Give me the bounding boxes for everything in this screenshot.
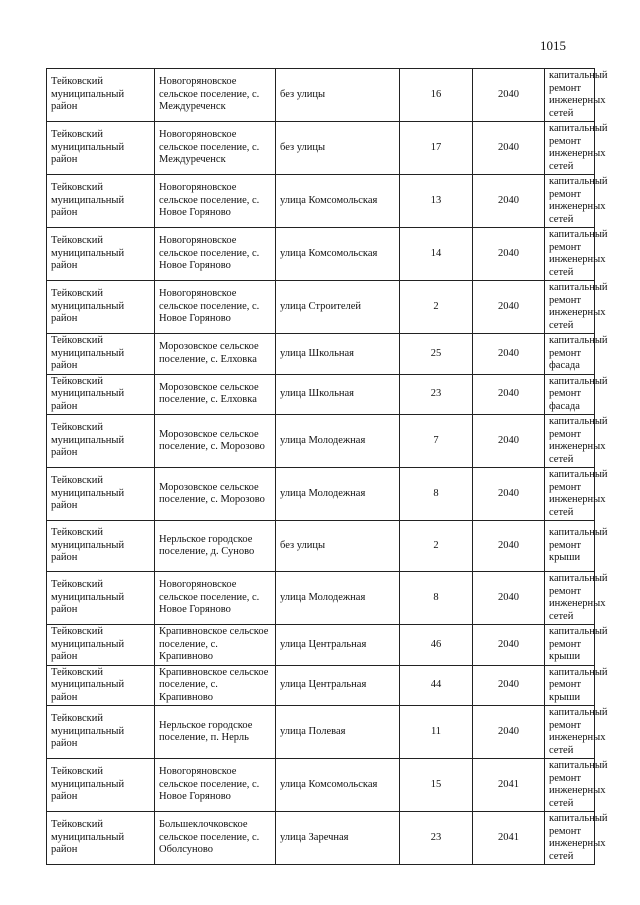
district-cell: Тейковский муниципальный район bbox=[47, 374, 155, 415]
work-type-cell: капитальный ремонт крыши bbox=[545, 521, 595, 572]
street-cell: улица Школьная bbox=[276, 374, 400, 415]
settlement-cell: Крапивновское сельское поселение, с. Крапивново bbox=[155, 665, 276, 706]
settlement-cell: Крапивновское сельское поселение, с. Крапивново bbox=[155, 625, 276, 666]
table-row bbox=[47, 334, 595, 375]
street-cell: улица Центральная bbox=[276, 665, 400, 706]
street-cell: без улицы bbox=[276, 122, 400, 175]
street-cell: улица Комсомольская bbox=[276, 175, 400, 228]
house-number-cell: 2 bbox=[400, 281, 473, 334]
work-type-cell: капитальный ремонт инженерных сетей bbox=[545, 122, 595, 175]
work-type-cell: капитальный ремонт фасада bbox=[545, 334, 595, 375]
work-type-cell: капитальный ремонт крыши bbox=[545, 665, 595, 706]
table-row bbox=[47, 572, 595, 625]
work-type-cell: капитальный ремонт инженерных сетей bbox=[545, 415, 595, 468]
district-cell: Тейковский муниципальный район bbox=[47, 334, 155, 375]
street-cell: без улицы bbox=[276, 69, 400, 122]
page-number: 1015 bbox=[540, 38, 566, 53]
table-row bbox=[47, 281, 595, 334]
table-row bbox=[47, 521, 595, 572]
district-cell: Тейковский муниципальный район bbox=[47, 665, 155, 706]
house-number-cell: 44 bbox=[400, 665, 473, 706]
year-cell: 2040 bbox=[473, 281, 545, 334]
work-type-cell: капитальный ремонт инженерных сетей bbox=[545, 281, 595, 334]
district-cell: Тейковский муниципальный район bbox=[47, 625, 155, 666]
street-cell: улица Молодежная bbox=[276, 415, 400, 468]
year-cell: 2040 bbox=[473, 468, 545, 521]
settlement-cell: Большеклочковское сельское поселение, с. Оболсуново bbox=[155, 812, 276, 865]
house-number-cell: 14 bbox=[400, 228, 473, 281]
street-cell: улица Комсомольская bbox=[276, 759, 400, 812]
table-row bbox=[47, 175, 595, 228]
year-cell: 2040 bbox=[473, 625, 545, 666]
street-cell: улица Центральная bbox=[276, 625, 400, 666]
street-cell: улица Полевая bbox=[276, 706, 400, 759]
table-row bbox=[47, 812, 595, 865]
house-number-cell: 8 bbox=[400, 468, 473, 521]
settlement-cell: Новогоряновское сельское поселение, с. Новое Горяново bbox=[155, 175, 276, 228]
year-cell: 2040 bbox=[473, 228, 545, 281]
year-cell: 2040 bbox=[473, 706, 545, 759]
year-cell: 2040 bbox=[473, 665, 545, 706]
work-type-cell: капитальный ремонт инженерных сетей bbox=[545, 812, 595, 865]
house-number-cell: 17 bbox=[400, 122, 473, 175]
work-type-cell: капитальный ремонт инженерных сетей bbox=[545, 572, 595, 625]
work-type-cell: капитальный ремонт инженерных сетей bbox=[545, 175, 595, 228]
settlement-cell: Морозовское сельское поселение, с. Морозово bbox=[155, 468, 276, 521]
settlement-cell: Новогоряновское сельское поселение, с. Новое Горяново bbox=[155, 281, 276, 334]
table-row bbox=[47, 374, 595, 415]
settlement-cell: Морозовское сельское поселение, с. Елховка bbox=[155, 374, 276, 415]
street-cell: улица Молодежная bbox=[276, 468, 400, 521]
settlement-cell: Морозовское сельское поселение, с. Морозово bbox=[155, 415, 276, 468]
district-cell: Тейковский муниципальный район bbox=[47, 69, 155, 122]
house-number-cell: 23 bbox=[400, 374, 473, 415]
house-number-cell: 46 bbox=[400, 625, 473, 666]
year-cell: 2040 bbox=[473, 122, 545, 175]
house-number-cell: 7 bbox=[400, 415, 473, 468]
house-number-cell: 13 bbox=[400, 175, 473, 228]
settlement-cell: Новогоряновское сельское поселение, с. Междуреченск bbox=[155, 122, 276, 175]
work-type-cell: капитальный ремонт фасада bbox=[545, 374, 595, 415]
settlement-cell: Нерльское городское поселение, д. Суново bbox=[155, 521, 276, 572]
district-cell: Тейковский муниципальный район bbox=[47, 281, 155, 334]
settlement-cell: Новогоряновское сельское поселение, с. Новое Горяново bbox=[155, 572, 276, 625]
work-type-cell: капитальный ремонт инженерных сетей bbox=[545, 69, 595, 122]
district-cell: Тейковский муниципальный район bbox=[47, 521, 155, 572]
table-row bbox=[47, 228, 595, 281]
settlement-cell: Морозовское сельское поселение, с. Елховка bbox=[155, 334, 276, 375]
year-cell: 2040 bbox=[473, 572, 545, 625]
settlement-cell: Новогоряновское сельское поселение, с. Новое Горяново bbox=[155, 759, 276, 812]
settlement-cell: Новогоряновское сельское поселение, с. Новое Горяново bbox=[155, 228, 276, 281]
settlement-cell: Нерльское городское поселение, п. Нерль bbox=[155, 706, 276, 759]
street-cell: улица Строителей bbox=[276, 281, 400, 334]
table-row bbox=[47, 122, 595, 175]
year-cell: 2040 bbox=[473, 175, 545, 228]
table-row bbox=[47, 706, 595, 759]
year-cell: 2040 bbox=[473, 521, 545, 572]
table-row bbox=[47, 759, 595, 812]
year-cell: 2040 bbox=[473, 415, 545, 468]
settlement-cell: Новогоряновское сельское поселение, с. Междуреченск bbox=[155, 69, 276, 122]
street-cell: улица Молодежная bbox=[276, 572, 400, 625]
table-row bbox=[47, 415, 595, 468]
house-number-cell: 2 bbox=[400, 521, 473, 572]
district-cell: Тейковский муниципальный район bbox=[47, 415, 155, 468]
work-type-cell: капитальный ремонт инженерных сетей bbox=[545, 468, 595, 521]
work-type-cell: капитальный ремонт инженерных сетей bbox=[545, 759, 595, 812]
year-cell: 2040 bbox=[473, 69, 545, 122]
house-number-cell: 23 bbox=[400, 812, 473, 865]
district-cell: Тейковский муниципальный район bbox=[47, 759, 155, 812]
district-cell: Тейковский муниципальный район bbox=[47, 706, 155, 759]
house-number-cell: 8 bbox=[400, 572, 473, 625]
house-number-cell: 15 bbox=[400, 759, 473, 812]
house-number-cell: 16 bbox=[400, 69, 473, 122]
work-type-cell: капитальный ремонт инженерных сетей bbox=[545, 228, 595, 281]
year-cell: 2041 bbox=[473, 812, 545, 865]
house-number-cell: 25 bbox=[400, 334, 473, 375]
work-type-cell: капитальный ремонт инженерных сетей bbox=[545, 706, 595, 759]
year-cell: 2040 bbox=[473, 374, 545, 415]
table-body bbox=[47, 69, 608, 865]
street-cell: без улицы bbox=[276, 521, 400, 572]
district-cell: Тейковский муниципальный район bbox=[47, 572, 155, 625]
year-cell: 2041 bbox=[473, 759, 545, 812]
district-cell: Тейковский муниципальный район bbox=[47, 228, 155, 281]
house-number-cell: 11 bbox=[400, 706, 473, 759]
street-cell: улица Комсомольская bbox=[276, 228, 400, 281]
table-row bbox=[47, 468, 595, 521]
work-type-cell: капитальный ремонт крыши bbox=[545, 625, 595, 666]
district-cell: Тейковский муниципальный район bbox=[47, 812, 155, 865]
table-row bbox=[47, 625, 595, 666]
district-cell: Тейковский муниципальный район bbox=[47, 122, 155, 175]
year-cell: 2040 bbox=[473, 334, 545, 375]
street-cell: улица Заречная bbox=[276, 812, 400, 865]
table-row bbox=[47, 665, 595, 706]
repair-schedule-table bbox=[46, 68, 608, 865]
district-cell: Тейковский муниципальный район bbox=[47, 175, 155, 228]
district-cell: Тейковский муниципальный район bbox=[47, 468, 155, 521]
table-row bbox=[47, 69, 595, 122]
street-cell: улица Школьная bbox=[276, 334, 400, 375]
